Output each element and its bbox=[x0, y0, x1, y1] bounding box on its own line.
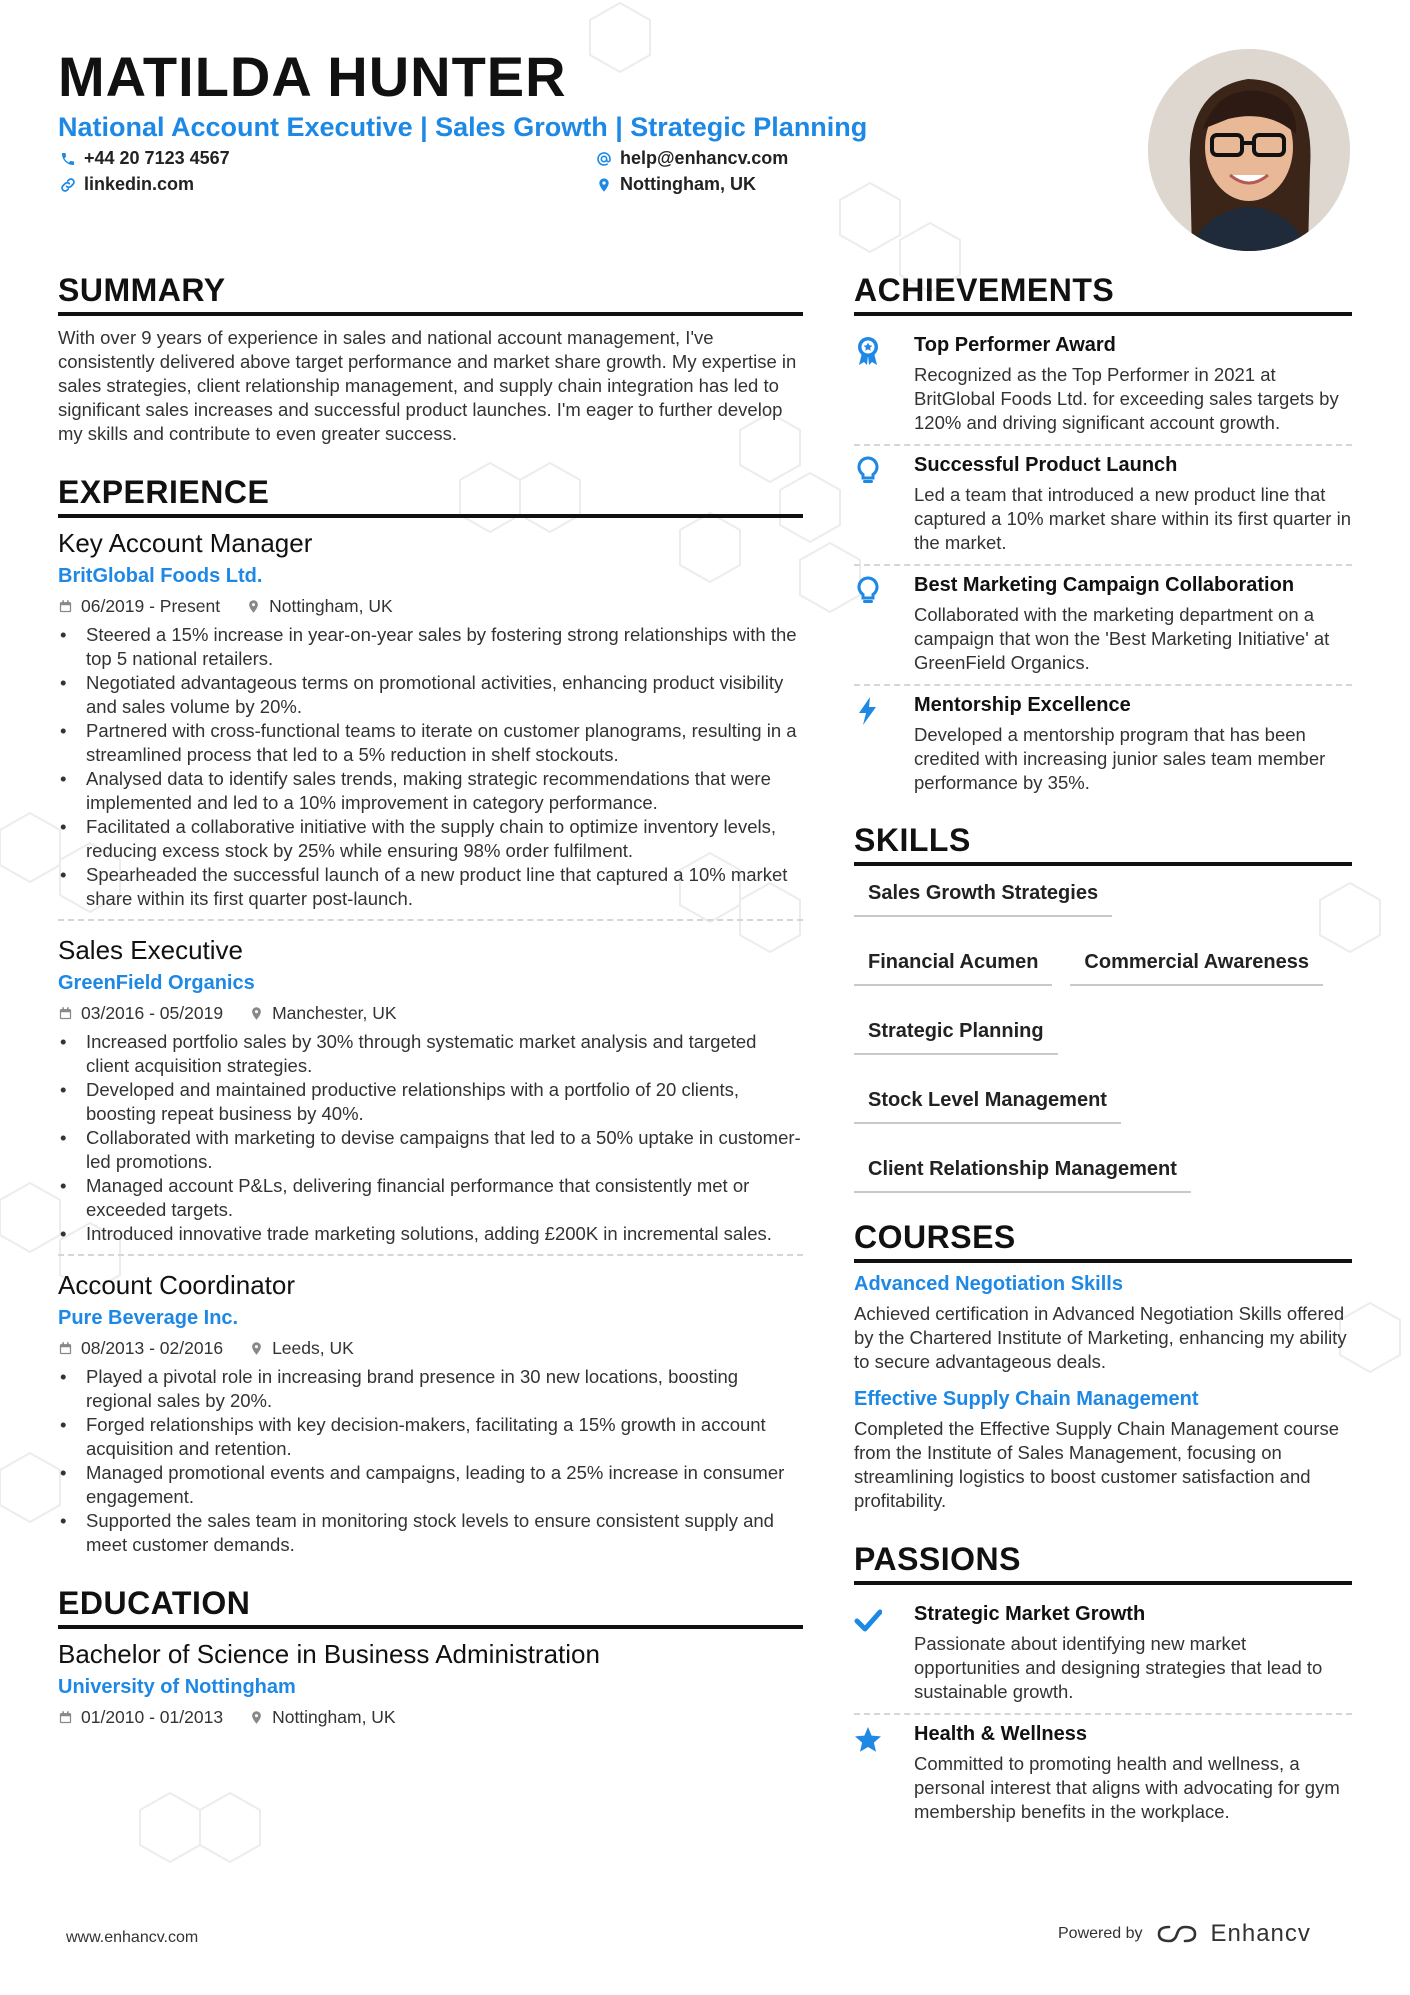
achievement-item bbox=[854, 446, 1352, 566]
achievements-heading: ACHIEVEMENTS bbox=[854, 272, 1352, 316]
job-dates: 08/2013 - 02/2016 bbox=[81, 1338, 224, 1358]
job-bullet: • Forged relationships with key decision-makers, facilitating a 15% growth in account acquisition and retention. bbox=[86, 1413, 803, 1461]
experience-entry bbox=[58, 1270, 803, 1557]
location-pin-icon bbox=[249, 1006, 264, 1021]
job-dates: 06/2019 - Present bbox=[81, 596, 221, 616]
job-meta bbox=[58, 596, 803, 617]
email-text: help@enhancv.com bbox=[620, 148, 789, 168]
skill-tag: Financial Acumen bbox=[854, 945, 1052, 986]
location-pin-icon bbox=[596, 177, 612, 193]
education-dates: 01/2010 - 01/2013 bbox=[81, 1707, 224, 1727]
company-name: Pure Beverage Inc. bbox=[58, 1307, 239, 1329]
job-title: Sales Executive bbox=[58, 935, 243, 965]
achievement-title: Best Marketing Campaign Collaboration bbox=[914, 574, 1295, 596]
contact-email[interactable] bbox=[596, 148, 788, 169]
company-name: BritGlobal Foods Ltd. bbox=[58, 565, 263, 587]
left-column bbox=[58, 272, 803, 1734]
course-title: Advanced Negotiation Skills bbox=[854, 1273, 1123, 1295]
location-text: Nottingham, UK bbox=[620, 174, 756, 194]
lightning-bolt-icon bbox=[854, 696, 882, 726]
lightbulb-icon bbox=[854, 456, 882, 486]
achievement-text: Collaborated with the marketing department on a campaign that won the 'Best Marketing Initiative' at GreenField Organics. bbox=[914, 604, 1330, 673]
achievement-title: Successful Product Launch bbox=[914, 454, 1178, 476]
education-location: Nottingham, UK bbox=[272, 1707, 396, 1727]
job-bullet: • Analysed data to identify sales trends, making strategic recommendations that were implemented and led to a 10% improvement in category performance. bbox=[86, 767, 803, 815]
course-item bbox=[854, 1388, 1352, 1513]
divider bbox=[58, 1254, 803, 1256]
location-pin-icon bbox=[246, 599, 261, 614]
job-bullet: • Managed promotional events and campaigns, leading to a 25% increase in consumer engagement. bbox=[86, 1461, 803, 1509]
contact-linkedin[interactable] bbox=[60, 174, 194, 195]
job-bullets bbox=[58, 1030, 803, 1246]
course-text: Completed the Effective Supply Chain Management course from the Institute of Sales Management, focusing on streamlining logistics to boost customer satisfaction and profitability. bbox=[854, 1418, 1340, 1511]
passion-text: Passionate about identifying new market opportunities and designing strategies that lead to sustainable growth. bbox=[914, 1633, 1323, 1702]
skill-tag: Strategic Planning bbox=[854, 1014, 1058, 1055]
enhancv-logo-icon bbox=[1155, 1921, 1199, 1947]
contact-location bbox=[596, 174, 756, 195]
job-bullet: • Managed account P&Ls, delivering financial performance that consistently met or exceeded targets. bbox=[86, 1174, 803, 1222]
achievement-item bbox=[854, 326, 1352, 446]
education-section bbox=[58, 1585, 803, 1728]
company-name: GreenField Organics bbox=[58, 972, 255, 994]
course-text: Achieved certification in Advanced Negotiation Skills offered by the Chartered Institute of Marketing, enhancing my ability to secure advantageous deals. bbox=[854, 1303, 1347, 1372]
calendar-icon bbox=[58, 1006, 73, 1021]
summary-text: With over 9 years of experience in sales and national account management, I've consistently delivered above target performance and market share growth. My expertise in sales strategies, client relationship management, and supply chain integration has led to significant sales increases and successful product launches. I'm eager to further develop my skills and contribute to even greater success. bbox=[58, 327, 797, 444]
job-bullet: • Collaborated with marketing to devise campaigns that led to a 50% uptake in customer-led promotions. bbox=[86, 1126, 803, 1174]
achievement-title: Mentorship Excellence bbox=[914, 694, 1131, 716]
award-ribbon-icon bbox=[854, 336, 882, 366]
job-bullet: • Supported the sales team in monitoring stock levels to ensure consistent supply and meet customer demands. bbox=[86, 1509, 803, 1557]
skill-tag: Sales Growth Strategies bbox=[854, 876, 1112, 917]
education-heading: EDUCATION bbox=[58, 1585, 803, 1629]
passion-item bbox=[854, 1715, 1352, 1833]
job-title: Account Coordinator bbox=[58, 1270, 296, 1300]
skills-section bbox=[854, 822, 1352, 1193]
skill-tag: Client Relationship Management bbox=[854, 1152, 1191, 1193]
job-bullet: • Facilitated a collaborative initiative with the supply chain to optimize inventory levels, reducing excess stock by 25% while ensuring 98% order fulfilment. bbox=[86, 815, 803, 863]
job-location: Leeds, UK bbox=[272, 1338, 354, 1358]
passions-section bbox=[854, 1541, 1352, 1833]
headline: National Account Executive | Sales Growth | Strategic Planning bbox=[58, 112, 868, 142]
job-meta bbox=[58, 1003, 803, 1024]
contact-phone[interactable] bbox=[60, 148, 230, 169]
at-sign-icon bbox=[596, 151, 612, 167]
achievement-text: Led a team that introduced a new product line that captured a 10% market share within its first quarter in the market. bbox=[914, 484, 1351, 553]
skills-list bbox=[854, 876, 1352, 1193]
achievement-item bbox=[854, 686, 1352, 804]
passion-title: Strategic Market Growth bbox=[914, 1603, 1146, 1625]
phone-text: +44 20 7123 4567 bbox=[84, 148, 230, 168]
skill-tag: Stock Level Management bbox=[854, 1083, 1121, 1124]
calendar-icon bbox=[58, 1710, 73, 1725]
divider bbox=[58, 919, 803, 921]
job-bullet: • Spearheaded the successful launch of a new product line that captured a 10% market share within its first quarter post-launch. bbox=[86, 863, 803, 911]
lightbulb-icon bbox=[854, 576, 882, 606]
job-bullet: • Negotiated advantageous terms on promotional activities, enhancing product visibility and sales volume by 20%. bbox=[86, 671, 803, 719]
achievements-section bbox=[854, 272, 1352, 804]
job-title: Key Account Manager bbox=[58, 528, 313, 558]
achievement-text: Developed a mentorship program that has been credited with increasing junior sales team member performance by 35%. bbox=[914, 724, 1326, 793]
summary-section bbox=[58, 272, 803, 446]
skills-heading: SKILLS bbox=[854, 822, 1352, 866]
job-bullet: • Introduced innovative trade marketing solutions, adding £200K in incremental sales. bbox=[86, 1222, 803, 1246]
footer-branding[interactable] bbox=[1058, 1920, 1311, 1948]
job-bullet: • Partnered with cross-functional teams to iterate on customer planograms, resulting in a streamlined process that led to a 5% reduction in shelf stockouts. bbox=[86, 719, 803, 767]
job-bullet: • Played a pivotal role in increasing brand presence in 30 new locations, boosting regional sales by 20%. bbox=[86, 1365, 803, 1413]
job-bullet: • Developed and maintained productive relationships with a portfolio of 20 clients, boosting repeat business by 40%. bbox=[86, 1078, 803, 1126]
achievement-item bbox=[854, 566, 1352, 686]
link-icon bbox=[60, 177, 76, 193]
phone-icon bbox=[60, 151, 76, 167]
experience-section bbox=[58, 474, 803, 1557]
linkedin-text: linkedin.com bbox=[84, 174, 195, 194]
course-item bbox=[854, 1273, 1352, 1374]
footer-website[interactable]: www.enhancv.com bbox=[66, 1929, 199, 1946]
location-pin-icon bbox=[249, 1710, 264, 1725]
education-meta bbox=[58, 1707, 803, 1728]
job-bullets bbox=[58, 623, 803, 911]
right-column bbox=[854, 272, 1352, 1833]
job-meta bbox=[58, 1338, 803, 1359]
passion-text: Committed to promoting health and wellness, a personal interest that aligns with advocating for gym membership benefits in the workplace. bbox=[914, 1753, 1340, 1822]
degree: Bachelor of Science in Business Administration bbox=[58, 1639, 600, 1669]
job-bullet: • Increased portfolio sales by 30% through systematic market analysis and targeted client acquisition strategies. bbox=[86, 1030, 803, 1078]
profile-photo bbox=[1148, 49, 1350, 251]
powered-by-label: Powered by bbox=[1058, 1925, 1143, 1942]
course-title: Effective Supply Chain Management bbox=[854, 1388, 1199, 1410]
summary-heading: SUMMARY bbox=[58, 272, 803, 316]
job-location: Manchester, UK bbox=[272, 1003, 397, 1023]
passion-title: Health & Wellness bbox=[914, 1723, 1088, 1745]
courses-heading: COURSES bbox=[854, 1219, 1352, 1263]
experience-heading: EXPERIENCE bbox=[58, 474, 803, 518]
passion-item bbox=[854, 1595, 1352, 1715]
calendar-icon bbox=[58, 1341, 73, 1356]
checkmark-icon bbox=[854, 1605, 882, 1635]
skill-tag: Commercial Awareness bbox=[1070, 945, 1323, 986]
star-icon bbox=[854, 1725, 882, 1755]
achievement-title: Top Performer Award bbox=[914, 334, 1116, 356]
school-name: University of Nottingham bbox=[58, 1676, 296, 1698]
job-dates: 03/2016 - 05/2019 bbox=[81, 1003, 224, 1023]
passions-heading: PASSIONS bbox=[854, 1541, 1352, 1585]
job-location: Nottingham, UK bbox=[269, 596, 393, 616]
calendar-icon bbox=[58, 599, 73, 614]
courses-section bbox=[854, 1219, 1352, 1513]
brand-name: Enhancv bbox=[1210, 1920, 1311, 1947]
achievement-text: Recognized as the Top Performer in 2021 at BritGlobal Foods Ltd. for exceeding sales targets by 120% and driving significant account growth. bbox=[914, 364, 1339, 433]
job-bullet: • Steered a 15% increase in year-on-year sales by fostering strong relationships with the top 5 national retailers. bbox=[86, 623, 803, 671]
location-pin-icon bbox=[249, 1341, 264, 1356]
candidate-name: MATILDA HUNTER bbox=[58, 45, 567, 108]
experience-entry bbox=[58, 935, 803, 1256]
job-bullets bbox=[58, 1365, 803, 1557]
experience-entry bbox=[58, 528, 803, 921]
